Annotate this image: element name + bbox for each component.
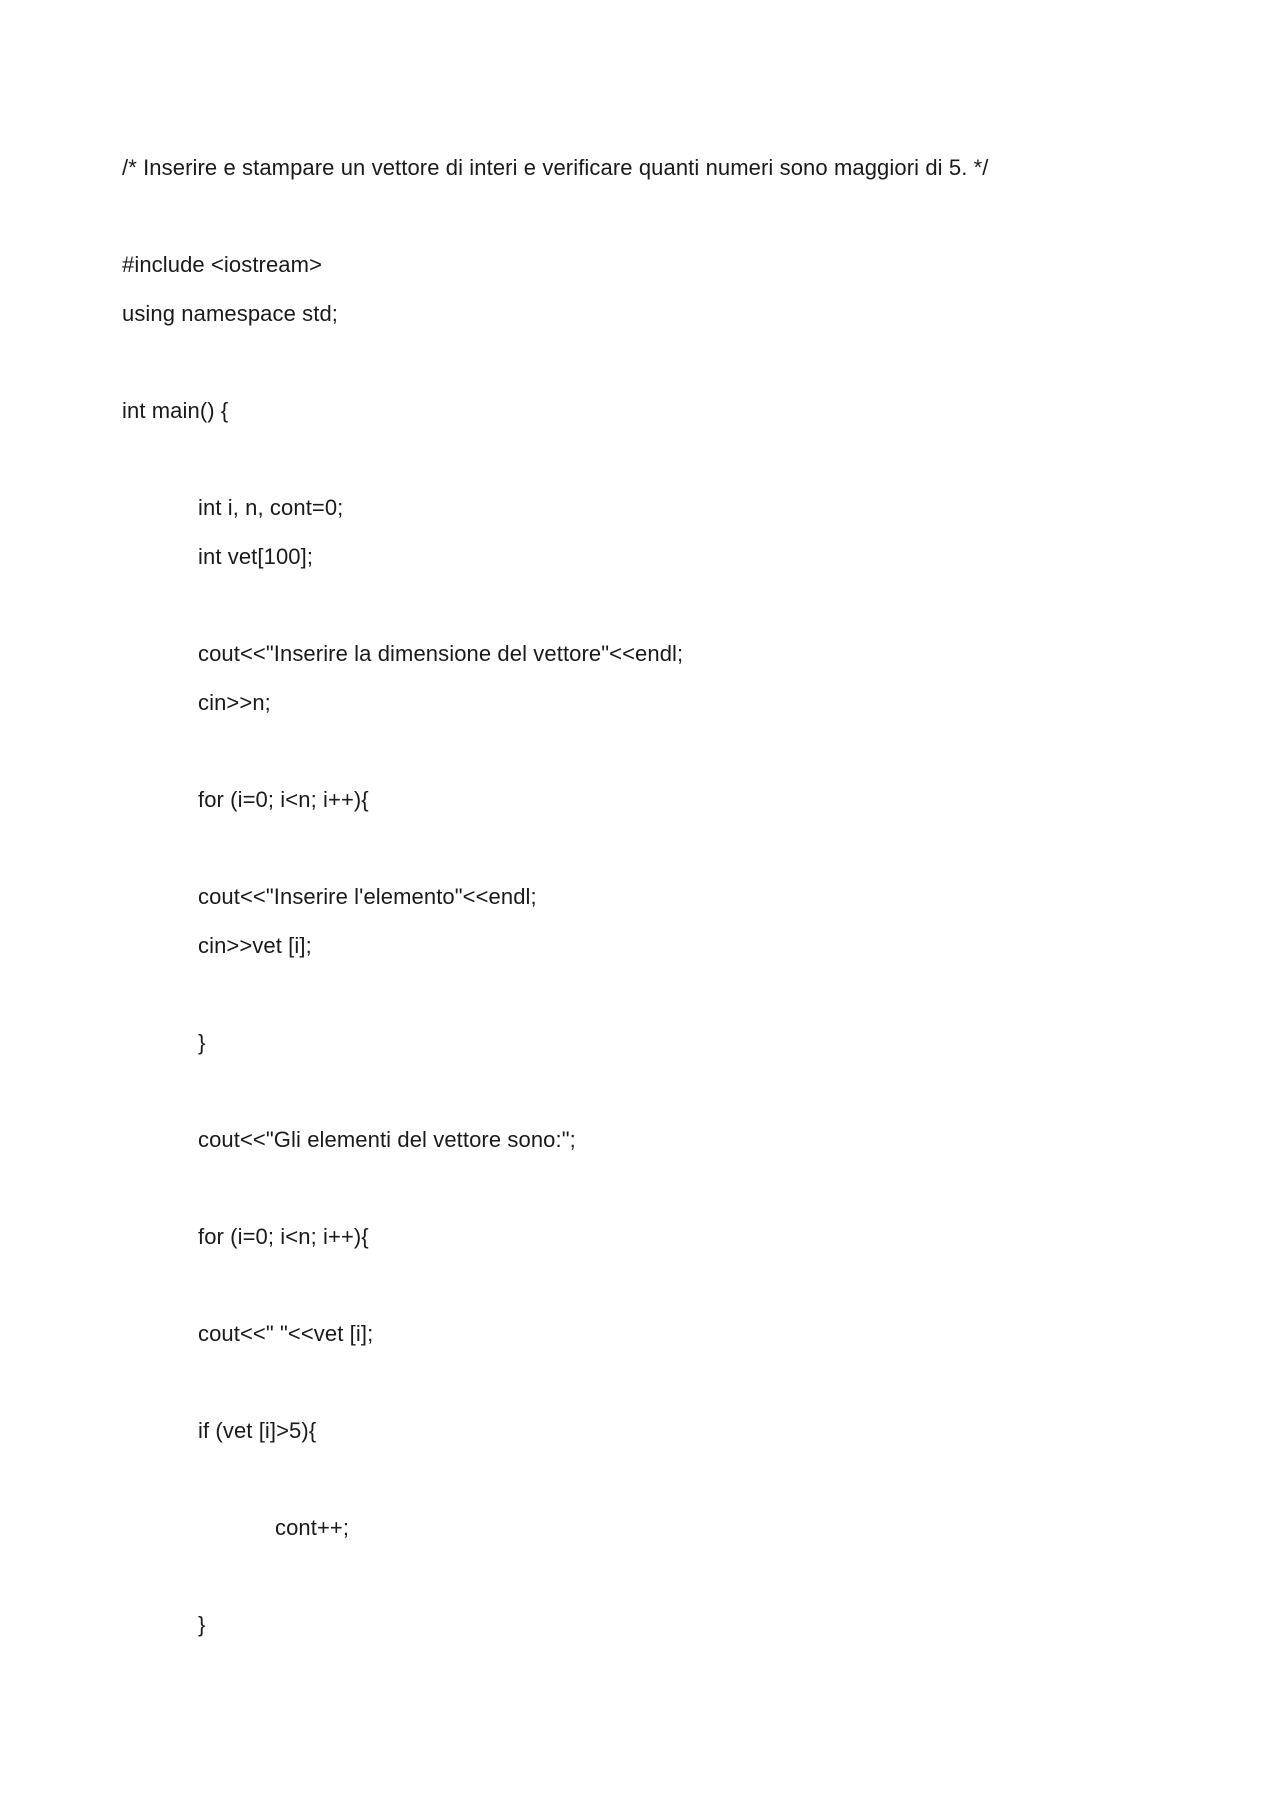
code-include-line: #include <iostream> [122, 252, 323, 277]
code-close-brace-line: } [198, 1612, 206, 1637]
code-prompt-element-line: cout<<"Inserire l'elemento"<<endl; [198, 884, 537, 909]
code-read-element-line: cin>>vet [i]; [198, 933, 312, 958]
code-read-size-line: cin>>n; [198, 690, 271, 715]
code-comment-line: /* Inserire e stampare un vettore di interi e verificare quanti numeri sono maggiori di 5. */ [122, 155, 989, 180]
code-increment-line: cont++; [275, 1515, 350, 1540]
code-array-line: int vet[100]; [198, 544, 314, 569]
code-main-line: int main() { [122, 398, 229, 423]
code-prompt-size-line: cout<<"Inserire la dimensione del vettore"<<endl; [198, 641, 684, 666]
code-print-element-line: cout<<" "<<vet [i]; [198, 1321, 374, 1346]
code-for-print-line: for (i=0; i<n; i++){ [198, 1224, 369, 1249]
code-declaration-line: int i, n, cont=0; [198, 495, 344, 520]
code-if-line: if (vet [i]>5){ [198, 1418, 317, 1443]
code-close-brace-line: } [198, 1030, 206, 1055]
code-print-header-line: cout<<"Gli elementi del vettore sono:"; [198, 1127, 576, 1152]
code-namespace-line: using namespace std; [122, 301, 339, 326]
code-for-input-line: for (i=0; i<n; i++){ [198, 787, 369, 812]
